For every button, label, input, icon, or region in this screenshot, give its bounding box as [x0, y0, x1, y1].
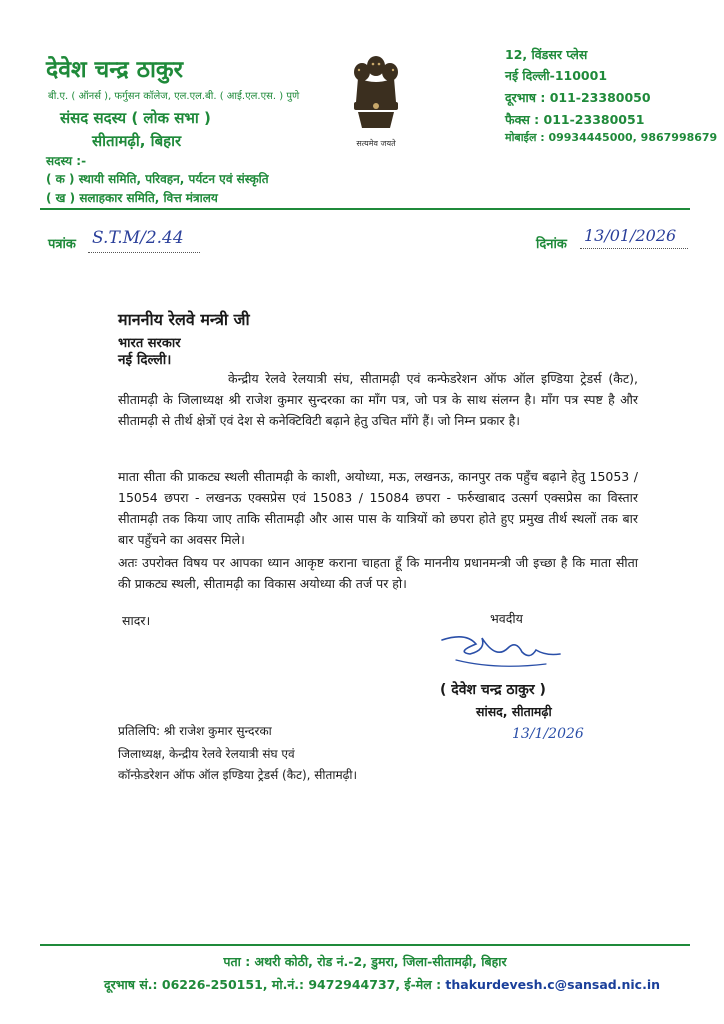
footer-divider: [40, 944, 690, 946]
footer-contact: [104, 976, 660, 993]
office-phone: दूरभाष : 011-23380050: [505, 90, 651, 105]
body-paragraph-2: माता सीता की प्राकट्य स्थली सीतामढ़ी के काशी, अयोध्या, मऊ, लखनऊ, कानपुर तक पहुँच बढ़ाने हेतु 15053 / 15054 छपरा - लखनऊ एक्सप्रेस एवं 15083 / 15084 छपरा - फर्रुखाबाद उत्सर्ग एक्सप्रेस का विस्तार सीतामढ़ी तक किया जाए ताकि सीतामढ़ी और आस पास के यात्रियों को छपरा होते हुए प्रमुख तीर्थ स्थलों तक बार बार पहुँचने का अवसर मिले।: [118, 469, 638, 547]
copy-line-2: जिलाध्यक्ष, केन्द्रीय रेलवे रेलयात्री संघ एवं: [118, 747, 295, 761]
copy-line-1: प्रतिलिपि: श्री राजेश कुमार सुन्दरका: [118, 724, 272, 738]
member-label: सदस्य :-: [46, 154, 87, 168]
footer-phone: दूरभाष सं.: 06226-250151, मो.नं.: 9472944737, ई-मेल :: [104, 977, 442, 992]
mp-designation: संसद सदस्य ( लोक सभा ): [60, 109, 211, 127]
office-fax: फैक्स : 011-23380051: [505, 112, 645, 127]
mp-degrees: बी.ए. ( ऑनर्स ), फर्गुसन कॉलेज, एल.एल.बी. ( आई.एल.एस. ) पुणे: [48, 91, 300, 102]
committee-1: ( क ) स्थायी समिति, परिवहन, पर्यटन एवं संस्कृति: [46, 172, 269, 186]
office-mobile: मोबाईल : 09934445000, 9867998679: [505, 131, 718, 144]
address-line-2: नई दिल्ली-110001: [505, 68, 608, 83]
addressee-line-1: भारत सरकार: [118, 336, 181, 351]
date-underline: [580, 248, 688, 249]
addressee-line-2: नई दिल्ली।: [118, 352, 172, 368]
date-label: दिनांक: [536, 237, 567, 252]
closing-yours: भवदीय: [490, 611, 523, 626]
address-line-1: 12, विंडसर प्लेस: [505, 47, 588, 62]
mp-name: देवेश चन्द्र ठाकुर: [46, 57, 183, 83]
signatory-name: ( देवेश चन्द्र ठाकुर ): [440, 682, 546, 698]
national-emblem-icon: [344, 52, 408, 132]
ref-number: S.T.M/2.44: [92, 228, 184, 248]
signature-icon: [436, 630, 566, 672]
closing-regards: सादर।: [122, 613, 151, 628]
emblem-motto: सत्यमेव जयते: [356, 139, 396, 148]
signatory-post: सांसद, सीतामढ़ी: [476, 704, 552, 719]
letter-date: 13/01/2026: [584, 226, 677, 245]
ref-underline: [88, 252, 200, 253]
body-paragraph-3: अतः उपरोक्त विषय पर आपका ध्यान आकृष्ट कराना चाहता हूँ कि माननीय प्रधानमन्त्री जी इच्छा है कि माता सीता की प्राकट्य स्थली, सीतामढ़ी का विकास अयोध्या की तर्ज पर हो।: [118, 555, 638, 591]
committee-2: ( ख ) सलाहकार समिति, वित्त मंत्रालय: [46, 191, 218, 205]
handwritten-date: 13/1/2026: [512, 726, 584, 742]
mp-constituency: सीतामढ़ी, बिहार: [92, 132, 182, 150]
body-paragraph-1: केन्द्रीय रेलवे रेलयात्री संघ, सीतामढ़ी एवं कन्फेडरेशन ऑफ ऑल इण्डिया ट्रेडर्स (कैट), सीतामढ़ी के जिलाध्यक्ष श्री राजेश कुमार सुन्दरका का माँग पत्र, जो पत्र के साथ संलग्न है। माँग पत्र स्पष्ट है और सीतामढ़ी से तीर्थ क्षेत्रों एवं देश से कनेक्टिविटी बढ़ाने हेतु उचित माँगे हैं। जो निम्न प्रकार है।: [118, 371, 638, 428]
salutation: माननीय रेलवे मन्त्री जी: [118, 310, 250, 329]
footer-address: पता : अथरी कोठी, रोड नं.-2, डुमरा, जिला-सीतामढ़ी, बिहार: [223, 954, 507, 969]
header-divider: [40, 208, 690, 210]
ref-label: पत्रांक: [48, 237, 76, 252]
copy-line-3: कॉन्फ़ेडरेशन ऑफ ऑल इण्डिया ट्रेडर्स (कैट), सीतामढ़ी।: [118, 768, 358, 782]
footer-email[interactable]: thakurdevesh.c@sansad.nic.in: [445, 977, 661, 992]
